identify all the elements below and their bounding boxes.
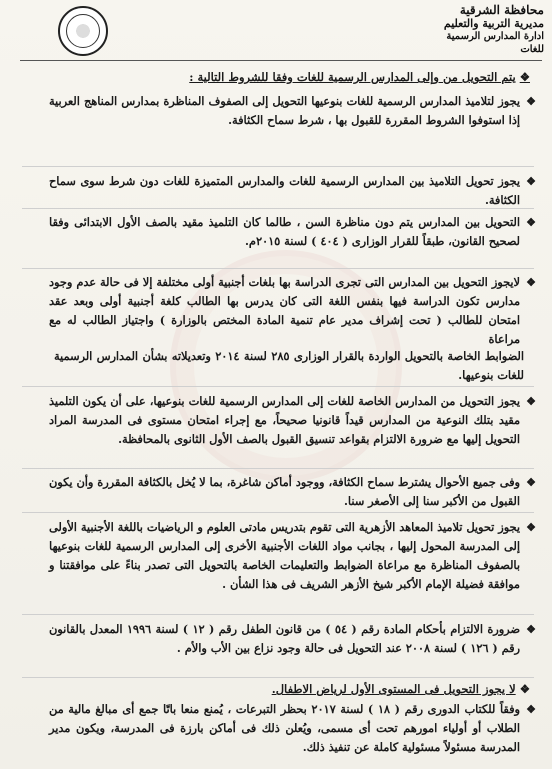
- divider: [22, 268, 534, 269]
- divider: [22, 468, 534, 469]
- bullet-icon: ❖: [526, 703, 536, 716]
- bullet-icon: ❖: [526, 623, 536, 636]
- list-item: [49, 473, 534, 511]
- letterhead-administration: ادارة المدارس الرسمية للغات: [446, 31, 544, 55]
- divider: [22, 614, 534, 615]
- subsection-heading-text: لا يجوز التحويل فى المستوى الأول لرياض الاطفال.: [271, 682, 516, 696]
- divider: [22, 512, 534, 513]
- list-item-text: ضرورة الالتزام بأحكام المادة رقم ( ٥٤ ) من قانون الطفل رقم ( ١٢ ) لسنة ١٩٩٦ المعدل بالقانون رقم ( ١٢٦ ) لسنة ٢٠٠٨ عند التحويل فى حالة وجود نزاع بين الأب والأم .: [49, 622, 520, 655]
- bullet-icon: ❖: [526, 276, 536, 289]
- letterhead: [424, 4, 544, 56]
- list-item-text: يجوز لتلاميذ المدارس الرسمية للغات بنوعيها التحويل إلى الصفوف المناظرة بمدارس المناهج العربية إذا استوفوا الشروط المقررة للقبول بها ، شرط سماح الكثافة.: [49, 94, 520, 127]
- list-item: [49, 620, 534, 658]
- subsection-heading: [50, 682, 530, 696]
- list-item-text: وفقاً للكتاب الدورى رقم ( ١٨ ) لسنة ٢٠١٧ بحظر التبرعات ، يُمنع منعا باتًا جمع أى مبالغ مالية من الطلاب أو أولياء امورهم تحت أى مسمى، ويُعلن ذلك فى أماكن بارزة فى المدرسة، ويكون مدير المدرسة مسئولاً مسئولية كاملة عن تنفيذ ذلك.: [49, 702, 520, 754]
- list-item-text: وفى جميع الأحوال يشترط سماح الكثافة، ووجود أماكن شاغرة، بما لا يُخل بالكثافة المقررة وأن يكون القبول من الأكبر سنا إلى الأصغر سنا.: [49, 475, 520, 508]
- list-item: [49, 392, 534, 449]
- logo-emblem-icon: [66, 14, 100, 48]
- bullet-icon: ❖: [519, 70, 530, 84]
- letterhead-directorate: مديرية التربية والتعليم: [443, 17, 544, 30]
- bullet-icon: ❖: [519, 682, 530, 696]
- bullet-icon: ❖: [526, 476, 536, 489]
- paragraph-continuation: الضوابط الخاصة بالتحويل الواردة بالقرار الوزارى ٢٨٥ لسنة ٢٠١٤ وتعديلاته بشأن المدارس الرسمية للغات بنوعيها.: [54, 349, 524, 382]
- header-divider: [20, 60, 542, 61]
- list-item: [49, 92, 534, 130]
- section-heading-text: يتم التحويل من وإلى المدارس الرسمية للغات وفقا للشروط التالية :: [189, 70, 516, 84]
- list-item: [49, 172, 534, 210]
- bullet-icon: ❖: [526, 521, 536, 534]
- list-item-text: يجوز التحويل من المدارس الخاصة للغات إلى المدارس الرسمية للغات بنوعيها، على أن يكون التلميذ مقيد بتلك النوعية من المدارس قيداً قانونيا صحيحاً، مع إجراء امتحان مستوى فى المدرسة المراد التحويل إليها مع ضرورة الالتزام بقواعد تنسيق القبول بالصف الأول الثانوى بالمحافظة.: [49, 394, 520, 446]
- divider: [22, 677, 534, 678]
- bullet-icon: ❖: [526, 395, 536, 408]
- list-item-text: يجوز تحويل تلاميذ المعاهد الأزهرية التى تقوم بتدريس مادتى العلوم و الرياضيات باللغة الأجنبية الأولى إلى المدرسة المحول إليها ، بجانب مواد اللغات الأجنبية الأخرى إلى المدارس الرسمية للغات بنوعيها بالصفوف المناظرة مع مراعاة الضوابط والتعليمات الخاصة بالتحويل التى تصدر بناءً على موافقتنا و موافقة فضيلة الإمام الأكبر شيخ الأزهر الشريف فى هذا الشأن .: [49, 520, 520, 591]
- list-item: [49, 213, 534, 251]
- ministry-logo: [58, 6, 108, 56]
- letterhead-governorate: محافظة الشرقية: [459, 3, 544, 17]
- bullet-icon: ❖: [526, 216, 536, 229]
- list-item-text: التحويل بين المدارس يتم دون مناظرة السن ، طالما كان التلميذ مقيد بالصف الأول الابتدائى وفقا لصحيح القانون، طبقاً للقرار الوزارى ( ٤٠٤ ) لسنة ٢٠١٥م.: [49, 215, 520, 248]
- list-item-text: لايجوز التحويل بين المدارس التى تجرى الدراسة بها بلغات أجنبية أولى مختلفة إلا فى حالة عدم وجود مدارس تكون الدراسة فيها بنفس اللغة التى كان يدرس بها الطالب كلغة أجنبية أولى وبعد عقد امتحان للطالب ( تحت إشراف مدير عام تنمية المادة المختص بالوزارة ) واجتياز الطالب له مع مراعاة: [49, 275, 520, 346]
- list-item: [49, 518, 534, 594]
- list-item-text: يجوز تحويل التلاميذ بين المدارس الرسمية للغات والمدارس المتميزة للغات دون شرط سوى سماح الكثافة.: [49, 174, 520, 207]
- bullet-icon: ❖: [526, 95, 536, 108]
- list-item: [49, 700, 534, 757]
- section-heading: [50, 70, 530, 84]
- divider: [22, 166, 534, 167]
- divider: [22, 386, 534, 387]
- list-item: [49, 273, 534, 349]
- bullet-icon: ❖: [526, 175, 536, 188]
- divider: [22, 208, 534, 209]
